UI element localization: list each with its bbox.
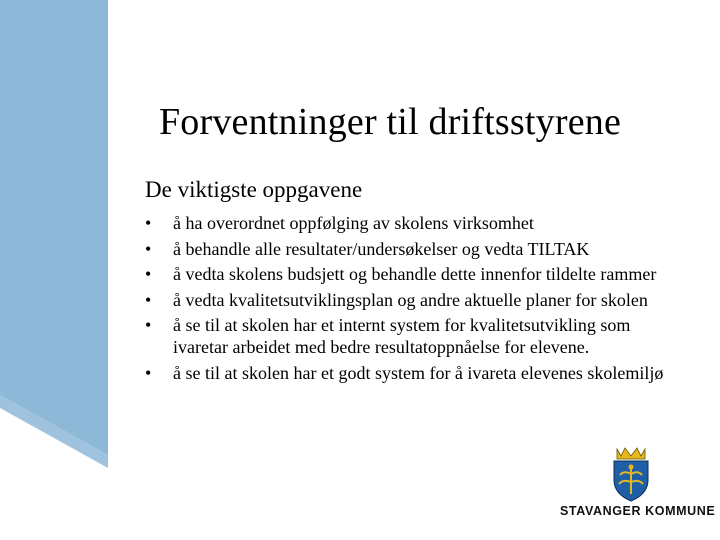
bullet-dot: • — [145, 213, 152, 233]
bullet-item — [145, 263, 665, 285]
bullet-item — [145, 238, 665, 260]
bullet-item — [145, 212, 665, 234]
bullet-text: å vedta skolens budsjett og behandle dette innenfor tildelte rammer — [173, 264, 657, 284]
bullet-text: å se til at skolen har et godt system for å ivareta elevenes skolemiljø — [173, 362, 664, 383]
slide-title: Forventninger til driftsstyrene — [158, 101, 622, 143]
bullet-item — [145, 314, 665, 358]
bullet-text: å behandle alle resultater/undersøkelser og vedta TILTAK — [173, 238, 590, 259]
bullet-item — [145, 362, 665, 384]
bullet-dot: • — [145, 289, 152, 310]
bullet-dot: • — [145, 238, 152, 259]
bullet-list — [145, 212, 665, 387]
stavanger-coat-of-arms-icon — [609, 446, 653, 502]
bullet-text: å vedta kvalitetsutviklingsplan og andre aktuelle planer for skolen — [173, 289, 648, 310]
bullet-text: å se til at skolen har et internt system for kvalitetsutvikling som ivaretar arbeidet med bedre resultatoppnåelse for elevene. — [173, 315, 631, 357]
brand-name: STAVANGER KOMMUNE — [560, 504, 716, 518]
bullet-dot: • — [145, 315, 152, 335]
bullet-dot: • — [145, 264, 152, 284]
bullet-item — [145, 289, 665, 311]
bullet-dot: • — [145, 362, 152, 383]
bullet-text: å ha overordnet oppfølging av skolens virksomhet — [173, 213, 534, 233]
slide-subtitle: De viktigste oppgavene — [145, 177, 363, 202]
